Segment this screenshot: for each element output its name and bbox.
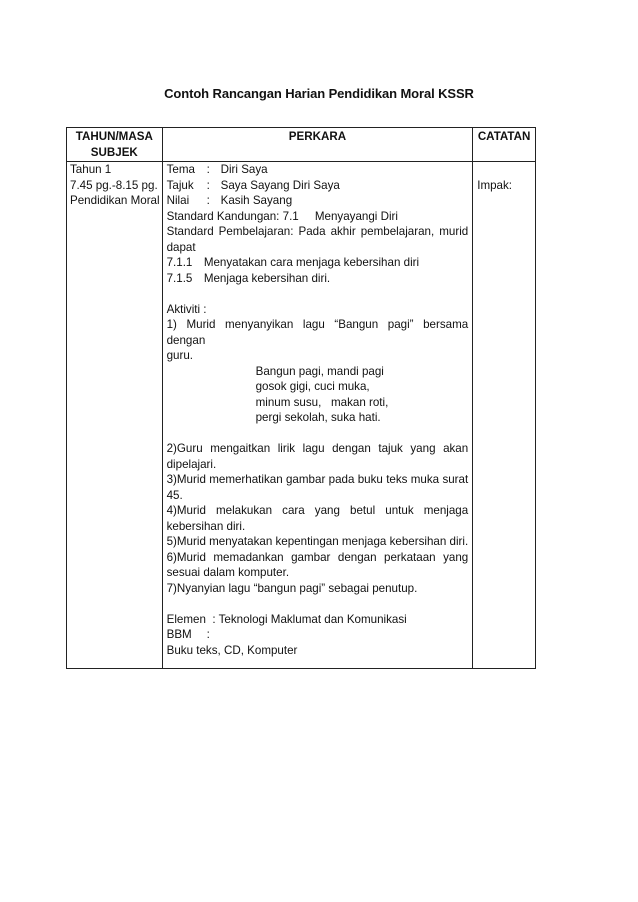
cell-catatan: [473, 162, 536, 669]
page-title: Contoh Rancangan Harian Pendidikan Moral KSSR: [164, 86, 474, 101]
tajuk-row: [167, 178, 469, 194]
impak-label: Impak:: [477, 178, 513, 192]
activity-3-line2: 45.: [166, 488, 183, 502]
standard-pembelajaran-line1: Standard Pembelajaran: Pada akhir pembelajaran, murid: [166, 225, 469, 238]
activity-6-line1: 6)Murid memadankan gambar dengan perkataan yang: [166, 550, 469, 564]
spacer: [167, 596, 469, 612]
aktiviti-label: Aktiviti :: [166, 302, 207, 316]
lesson-plan-table: [66, 127, 536, 669]
activity-1-line2: guru.: [166, 349, 194, 362]
sp-item-1-number: 7.1.1: [166, 256, 193, 269]
song-line-3: minum susu, makan roti,: [255, 395, 389, 409]
spacer: [477, 162, 531, 178]
activity-1-line1: 1) Murid menyanyikan lagu “Bangun pagi” bersama dengan: [166, 318, 469, 347]
nilai-row: [167, 193, 469, 209]
standard-pembelajaran-line2: dapat: [166, 240, 196, 254]
year-text: Tahun 1: [70, 163, 112, 176]
activity-2-line2: dipelajari.: [166, 457, 217, 471]
table-row: [67, 162, 536, 669]
header-col1-line1: TAHUN/MASA: [75, 130, 153, 143]
tema-label: Tema: [166, 163, 195, 176]
bbm-row: [167, 627, 469, 643]
activity-5: 5)Murid menyatakan kepentingan menjaga kebersihan diri.: [166, 535, 469, 548]
bbm-colon: :: [206, 628, 210, 641]
activity-4-line2: kebersihan diri.: [166, 519, 246, 533]
song-line-2: gosok gigi, cuci muka,: [255, 380, 370, 393]
song-line-1: Bangun pagi, mandi pagi: [255, 364, 384, 378]
elemen-text: Elemen : Teknologi Maklumat dan Komunikasi: [166, 612, 407, 626]
header-catatan: CATATAN: [473, 128, 536, 162]
nilai-colon: :: [206, 194, 210, 207]
activity-6-line2: sesuai dalam komputer.: [166, 566, 290, 579]
bbm-label: BBM: [166, 628, 192, 641]
spacer: [167, 426, 469, 442]
header-perkara: PERKARA: [162, 128, 473, 162]
tema-value: Diri Saya: [220, 163, 268, 176]
tajuk-label: Tajuk: [166, 178, 194, 192]
subject-text: Pendidikan Moral: [70, 194, 160, 207]
tema-colon: :: [206, 163, 210, 176]
header-col1-line2: SUBJEK: [90, 145, 138, 159]
song-line-4: pergi sekolah, suka hati.: [255, 411, 381, 424]
activity-7: 7)Nyanyian lagu “bangun pagi” sebagai penutup.: [166, 581, 418, 595]
sp-item-2-text: Menjaga kebersihan diri.: [203, 271, 331, 285]
sp-item-2: [167, 271, 469, 287]
nilai-value: Kasih Sayang: [220, 194, 293, 207]
cell-tahun-masa-subjek: [67, 162, 163, 669]
tema-row: [167, 162, 469, 178]
spacer: [167, 286, 469, 302]
tajuk-value: Saya Sayang Diri Saya: [220, 178, 340, 192]
standard-kandungan: Standard Kandungan: 7.1 Menyayangi Diri: [166, 209, 398, 223]
sp-item-2-number: 7.1.5: [166, 271, 193, 285]
activity-2-line1: 2)Guru mengaitkan lirik lagu dengan tajuk yang akan: [166, 442, 469, 455]
sp-item-1-text: Menyatakan cara menjaga kebersihan diri: [203, 256, 420, 269]
nilai-label: Nilai: [166, 194, 190, 207]
tajuk-colon: :: [206, 178, 210, 192]
header-tahun-masa-subjek: [67, 128, 163, 162]
cell-perkara: [162, 162, 473, 669]
table-header-row: [67, 128, 536, 162]
bbm-value: Buku teks, CD, Komputer: [166, 643, 298, 657]
sp-item-1: [167, 255, 469, 271]
activity-4-line1: 4)Murid melakukan cara yang betul untuk menjaga: [166, 504, 469, 517]
time-text: 7.45 pg.-8.15 pg.: [70, 178, 158, 192]
activity-3-line1: 3)Murid memerhatikan gambar pada buku teks muka surat: [166, 473, 469, 486]
